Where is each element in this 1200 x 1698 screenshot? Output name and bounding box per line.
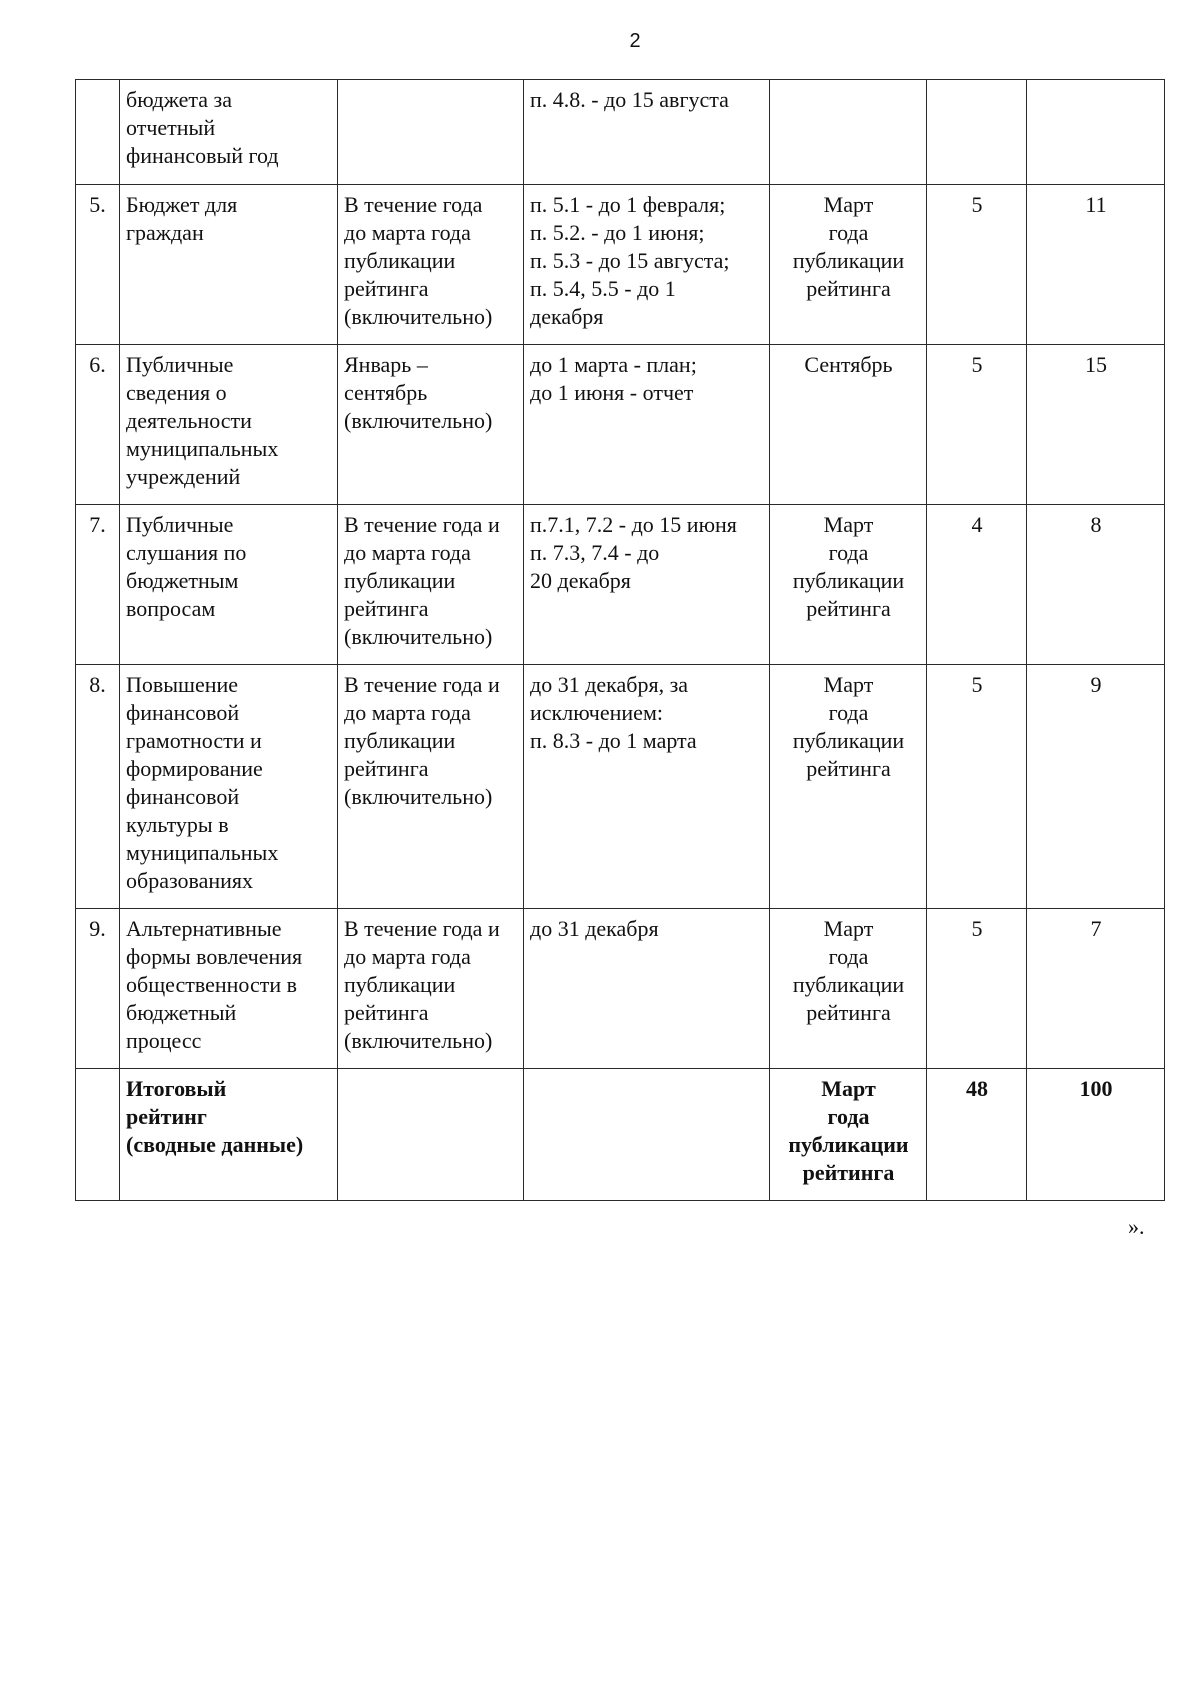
row-number: [76, 80, 120, 185]
max-points: 5: [927, 345, 1027, 505]
row-number: 6.: [76, 345, 120, 505]
row-number: 9.: [76, 909, 120, 1069]
evaluation-period: В течение года до марта года публикации рейтинга (включительно): [338, 185, 524, 345]
evaluation-period: В течение года и до марта года публикации рейтинга (включительно): [338, 665, 524, 909]
deadlines: п. 4.8. - до 15 августа: [524, 80, 770, 185]
row-number: 8.: [76, 665, 120, 909]
table-row: [76, 909, 1165, 1069]
max-points: 4: [927, 505, 1027, 665]
weight: 15: [1027, 345, 1165, 505]
indicator-name: бюджета за отчетный финансовый год: [120, 80, 338, 185]
closing-quote: ».: [1128, 1214, 1145, 1239]
deadlines: до 1 марта - план; до 1 июня - отчет: [524, 345, 770, 505]
weight: 9: [1027, 665, 1165, 909]
deadlines: п.7.1, 7.2 - до 15 июня п. 7.3, 7.4 - до 20 декабря: [524, 505, 770, 665]
weight: 11: [1027, 185, 1165, 345]
total-max-points: 48: [927, 1069, 1027, 1201]
indicator-name: Публичные слушания по бюджетным вопросам: [120, 505, 338, 665]
deadlines: п. 5.1 - до 1 февраля; п. 5.2. - до 1 июня; п. 5.3 - до 15 августа; п. 5.4, 5.5 - до 1 декабря: [524, 185, 770, 345]
indicator-name: Альтернативные формы вовлечения общественности в бюджетный процесс: [120, 909, 338, 1069]
publication-month: Сентябрь: [770, 345, 927, 505]
row-number: [76, 1069, 120, 1201]
publication-month: Март года публикации рейтинга: [770, 505, 927, 665]
total-label: Итоговый рейтинг (сводные данные): [120, 1069, 338, 1201]
publication-month: Март года публикации рейтинга: [770, 665, 927, 909]
row-number: 5.: [76, 185, 120, 345]
indicator-name: Повышение финансовой грамотности и формирование финансовой культуры в муниципальных образованиях: [120, 665, 338, 909]
table-row: [76, 345, 1165, 505]
weight: 8: [1027, 505, 1165, 665]
publication-month: [770, 80, 927, 185]
deadlines: [524, 1069, 770, 1201]
publication-month: Март года публикации рейтинга: [770, 909, 927, 1069]
evaluation-period: [338, 80, 524, 185]
weight: [1027, 80, 1165, 185]
evaluation-period: В течение года и до марта года публикации рейтинга (включительно): [338, 505, 524, 665]
deadlines: до 31 декабря, за исключением: п. 8.3 - до 1 марта: [524, 665, 770, 909]
evaluation-period: Январь – сентябрь (включительно): [338, 345, 524, 505]
deadlines: до 31 декабря: [524, 909, 770, 1069]
max-points: 5: [927, 909, 1027, 1069]
evaluation-period: [338, 1069, 524, 1201]
table-row: [76, 665, 1165, 909]
evaluation-period: В течение года и до марта года публикации рейтинга (включительно): [338, 909, 524, 1069]
weight: 7: [1027, 909, 1165, 1069]
total-row: [76, 1069, 1165, 1201]
indicator-name: Публичные сведения о деятельности муниципальных учреждений: [120, 345, 338, 505]
publication-month: Март года публикации рейтинга: [770, 185, 927, 345]
max-points: [927, 80, 1027, 185]
max-points: 5: [927, 185, 1027, 345]
table-row: [76, 185, 1165, 345]
row-number: 7.: [76, 505, 120, 665]
indicator-name: Бюджет для граждан: [120, 185, 338, 345]
page-number: 2: [629, 30, 641, 52]
rating-table: [75, 79, 1165, 1201]
table-row: [76, 80, 1165, 185]
table-row: [76, 505, 1165, 665]
publication-month: Март года публикации рейтинга: [770, 1069, 927, 1201]
max-points: 5: [927, 665, 1027, 909]
total-weight: 100: [1027, 1069, 1165, 1201]
